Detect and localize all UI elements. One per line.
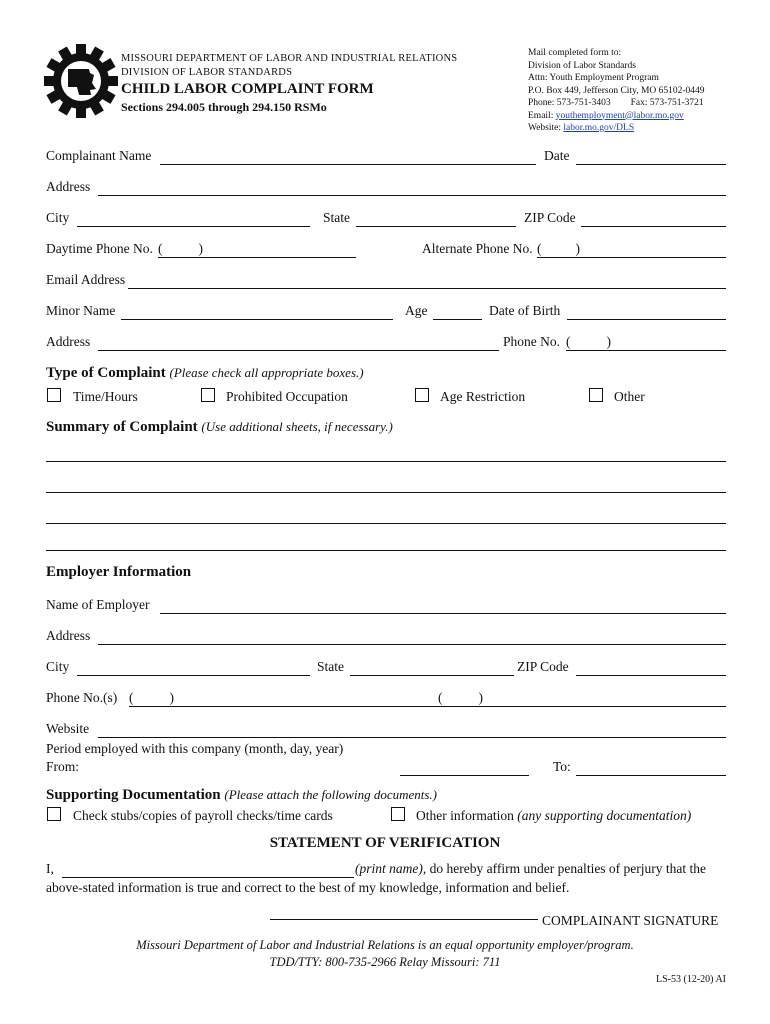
alternate-phone-field[interactable] xyxy=(537,257,726,258)
statute-reference: Sections 294.005 through 294.150 RSMo xyxy=(121,100,327,114)
employer-website-field[interactable] xyxy=(98,737,726,738)
website-link[interactable]: labor.mo.gov/DLS xyxy=(563,123,635,133)
minor-phone-area-parens: ( ) xyxy=(566,334,611,349)
date-field[interactable] xyxy=(576,164,726,165)
option-other-label: Other xyxy=(614,389,645,404)
option-age-restriction-label: Age Restriction xyxy=(440,389,526,404)
email-field[interactable] xyxy=(128,288,726,289)
employer-city-field[interactable] xyxy=(77,675,310,676)
employer-zip-field[interactable] xyxy=(576,675,726,676)
checkbox-payroll-documents[interactable] xyxy=(47,807,61,821)
checkbox-other[interactable] xyxy=(589,388,603,402)
mailing-info xyxy=(528,47,764,135)
summary-line-1[interactable] xyxy=(46,461,726,462)
employer-phone2-area-parens: ( ) xyxy=(438,690,483,705)
mail-fax: Fax: 573-751-3721 xyxy=(630,98,704,108)
employer-address-label: Address xyxy=(46,628,91,643)
type-of-complaint-note: (Please check all appropriate boxes.) xyxy=(169,365,364,380)
employer-phone-label: Phone No.(s) xyxy=(46,690,118,705)
minor-address-label: Address xyxy=(46,334,91,349)
summary-line-2[interactable] xyxy=(46,492,726,493)
to-date-field[interactable] xyxy=(576,775,726,776)
summary-note: (Use additional sheets, if necessary.) xyxy=(201,419,393,434)
checkbox-other-information[interactable] xyxy=(391,807,405,821)
option-time-hours-label: Time/Hours xyxy=(73,389,138,404)
age-field[interactable] xyxy=(433,319,482,320)
complainant-name-field[interactable] xyxy=(160,164,536,165)
complainant-name-label: Complainant Name xyxy=(46,148,152,163)
mail-phone: Phone: 573-751-3403 xyxy=(528,98,611,108)
complainant-state-field[interactable] xyxy=(356,226,516,227)
complainant-state-label: State xyxy=(323,210,350,225)
employer-phone-field[interactable] xyxy=(129,706,726,707)
email-link[interactable]: youthemployment@labor.mo.gov xyxy=(555,110,684,121)
print-name-field[interactable] xyxy=(62,877,354,878)
missouri-seal-gear-icon xyxy=(44,44,118,118)
email-label: Email Address xyxy=(46,272,126,287)
mail-heading: Mail completed form to: xyxy=(528,48,622,58)
employer-city-label: City xyxy=(46,659,70,674)
age-label: Age xyxy=(405,303,428,318)
employer-heading: Employer Information xyxy=(46,564,192,580)
complainant-city-label: City xyxy=(46,210,70,225)
summary-line-3[interactable] xyxy=(46,523,726,524)
daytime-phone-field[interactable] xyxy=(158,257,356,258)
agency-name: MISSOURI DEPARTMENT OF LABOR AND INDUSTRIAL RELATIONS xyxy=(121,53,458,64)
period-employed-label: Period employed with this company (month, day, year) xyxy=(46,741,344,756)
tdd-relay-line: TDD/TTY: 800-735-2966 Relay Missouri: 711 xyxy=(269,955,501,969)
mail-website-label: Website: xyxy=(528,123,562,133)
mail-division: Division of Labor Standards xyxy=(528,60,636,71)
verification-prefix: I, xyxy=(46,861,54,876)
alternate-phone-area-parens: ( ) xyxy=(537,241,580,256)
checkbox-age-restriction[interactable] xyxy=(415,388,429,402)
employer-state-field[interactable] xyxy=(350,675,514,676)
signature-field[interactable] xyxy=(270,919,538,920)
mail-email-label: Email: xyxy=(528,110,554,121)
minor-name-label: Minor Name xyxy=(46,303,116,318)
supporting-documentation-heading: Supporting Documentation (Please attach the following documents.) xyxy=(46,787,438,803)
dob-field[interactable] xyxy=(567,319,726,320)
complainant-zip-field[interactable] xyxy=(581,226,726,227)
form-title: CHILD LABOR COMPLAINT FORM xyxy=(121,81,374,97)
verification-heading: STATEMENT OF VERIFICATION xyxy=(269,835,501,851)
payroll-documents-label: Check stubs/copies of payroll checks/time cards xyxy=(73,808,333,823)
other-information-label: Other information (any supporting documentation) xyxy=(416,808,692,823)
form-number: LS-53 (12-20) AI xyxy=(656,974,726,985)
division-name: DIVISION OF LABOR STANDARDS xyxy=(121,67,293,78)
from-label: From: xyxy=(46,759,80,774)
signature-label: COMPLAINANT SIGNATURE xyxy=(542,913,719,928)
minor-address-field[interactable] xyxy=(98,350,499,351)
supporting-documentation-note: (Please attach the following documents.) xyxy=(224,787,438,802)
verification-line-1: (print name), do hereby affirm under penalties of perjury that the xyxy=(355,861,707,876)
complainant-address-field[interactable] xyxy=(98,195,726,196)
minor-name-field[interactable] xyxy=(121,319,393,320)
daytime-phone-area-parens: ( ) xyxy=(158,241,203,256)
date-label: Date xyxy=(544,148,570,163)
employer-name-field[interactable] xyxy=(160,613,726,614)
type-of-complaint-heading: Type of Complaint (Please check all appropriate boxes.) xyxy=(46,365,364,381)
from-date-field[interactable] xyxy=(400,775,529,776)
verification-line-2: above-stated information is true and correct to the best of my knowledge, information and belief. xyxy=(46,880,570,895)
checkbox-prohibited-occupation[interactable] xyxy=(201,388,215,402)
employer-state-label: State xyxy=(317,659,344,674)
option-prohibited-occupation-label: Prohibited Occupation xyxy=(226,389,348,404)
alternate-phone-label: Alternate Phone No. xyxy=(422,241,533,256)
minor-phone-field[interactable] xyxy=(566,350,726,351)
employer-name-label: Name of Employer xyxy=(46,597,150,612)
employer-website-label: Website xyxy=(46,721,90,736)
equal-opportunity-statement: Missouri Department of Labor and Industrial Relations is an equal opportunity employer/program. xyxy=(136,938,634,952)
complainant-zip-label: ZIP Code xyxy=(524,210,576,225)
to-label: To: xyxy=(553,759,571,774)
summary-heading: Summary of Complaint (Use additional sheets, if necessary.) xyxy=(46,419,393,435)
complainant-city-field[interactable] xyxy=(77,226,310,227)
other-information-note: (any supporting documentation) xyxy=(517,808,692,823)
employer-phone1-area-parens: ( ) xyxy=(129,690,174,705)
mail-address: P.O. Box 449, Jefferson City, MO 65102-0449 xyxy=(528,85,705,96)
complainant-address-label: Address xyxy=(46,179,91,194)
employer-address-field[interactable] xyxy=(98,644,726,645)
print-name-label: (print name) xyxy=(355,861,423,876)
summary-line-4[interactable] xyxy=(46,550,726,551)
mail-attn: Attn: Youth Employment Program xyxy=(528,73,659,83)
daytime-phone-label: Daytime Phone No. xyxy=(46,241,153,256)
checkbox-time-hours[interactable] xyxy=(47,388,61,402)
employer-zip-label: ZIP Code xyxy=(517,659,569,674)
minor-phone-label: Phone No. xyxy=(503,334,560,349)
dob-label: Date of Birth xyxy=(489,303,561,318)
